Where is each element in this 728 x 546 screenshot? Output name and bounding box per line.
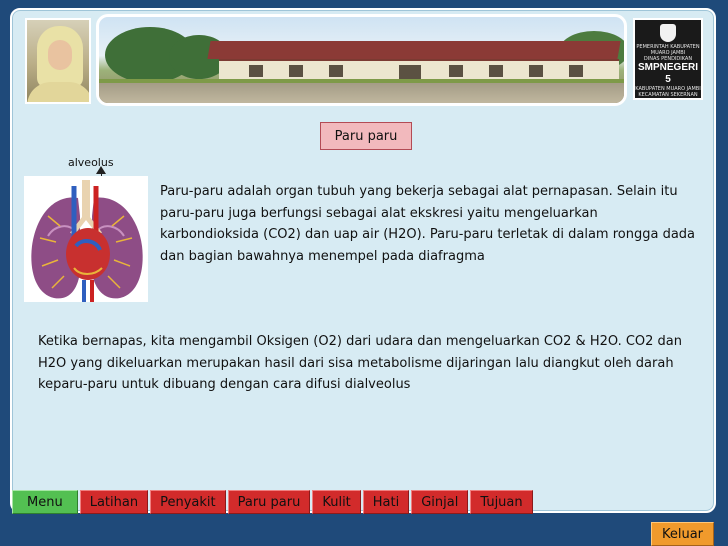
nav-ginjal-button[interactable]: Ginjal bbox=[411, 490, 468, 514]
nav-hati-button[interactable]: Hati bbox=[363, 490, 409, 514]
paragraph-lungs-definition: Paru-paru adalah organ tubuh yang bekerja sebagai alat pernapasan. Selain itu paru-paru juga berfungsi sebagai alat ekskresi yaitu mengeluarkan karbondioksida (CO2) dan uap air (H2O). Paru-paru terletak di dalam rongga dada dan bagian bawahnya menempel pada diafragma bbox=[160, 184, 695, 264]
paragraph-breathing-process: Ketika bernapas, kita mengambil Oksigen (O2) dari udara dan mengeluarkan CO2 & H2O. CO2 dan H2O yang dikeluarkan merupakan hasil dari sisa metabolisme dijaringan lalu diangkut oleh darah keparu-paru untuk dibuang dengan cara difusi dialveolus bbox=[38, 334, 683, 392]
nav-kulit-button[interactable]: Kulit bbox=[312, 490, 360, 514]
school-building-banner bbox=[96, 14, 627, 106]
school-logo bbox=[633, 18, 703, 100]
nav-tujuan-button[interactable]: Tujuan bbox=[470, 490, 532, 514]
emblem-icon bbox=[660, 24, 676, 42]
nav-penyakit-button[interactable]: Penyakit bbox=[150, 490, 226, 514]
logo-line1: PEMERINTAH KABUPATEN MUARO JAMBI bbox=[636, 44, 700, 56]
alveolus-label: alveolus bbox=[68, 156, 114, 169]
logo-line2: DINAS PENDIDIKAN bbox=[643, 56, 693, 62]
nav-latihan-button[interactable]: Latihan bbox=[80, 490, 148, 514]
logo-line3: KABUPATEN MUARO JAMBI bbox=[635, 86, 701, 92]
nav-menu-button[interactable]: Menu bbox=[12, 490, 78, 514]
page-title: Paru paru bbox=[320, 122, 412, 150]
logo-line4: KECAMATAN SEKERNAN bbox=[638, 92, 698, 98]
bottom-nav bbox=[12, 490, 533, 514]
exit-button[interactable]: Keluar bbox=[651, 522, 714, 546]
lungs-illustration bbox=[24, 176, 148, 302]
teacher-photo bbox=[25, 18, 91, 104]
nav-paru-paru-button[interactable]: Paru paru bbox=[228, 490, 311, 514]
logo-school-name: SMPNEGERI 5 bbox=[637, 62, 698, 85]
